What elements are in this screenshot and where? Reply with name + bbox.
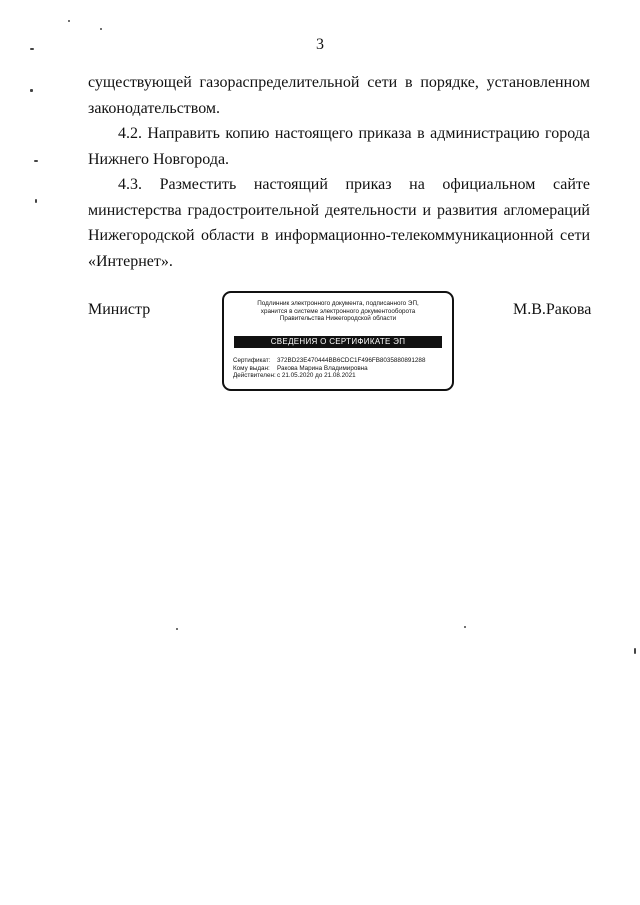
scan-speck: [100, 28, 102, 30]
issued-to-value: Ракова Марина Владимировна: [277, 364, 368, 372]
electronic-signature-stamp: [222, 291, 454, 391]
stamp-banner: СВЕДЕНИЯ О СЕРТИФИКАТЕ ЭП: [234, 336, 442, 348]
paragraph-4-3: 4.3. Разместить настоящий приказ на официальном сайте министерства градостроительной деятельности и развития агломераций Нижегородской области в информационно-телекоммуникационной сети «Интернет».: [88, 176, 590, 270]
certificate-value: 372BD23E470444BB6CDC1F496FB8035880891288: [277, 357, 426, 364]
paragraph-continuation: существующей газораспределительной сети в порядке, установленном законодательством.: [88, 74, 590, 117]
stamp-header-line: Подлинник электронного документа, подписанного ЭП,: [257, 300, 419, 307]
certificate-row: [233, 357, 446, 365]
stamp-details: [233, 357, 446, 380]
scan-speck: [30, 89, 33, 92]
stamp-header-line: Правительства Нижегородской области: [279, 315, 397, 323]
scan-speck: [464, 626, 466, 628]
page-number: 3: [316, 36, 324, 53]
scan-speck: [30, 48, 34, 50]
certificate-label: Сертификат:: [233, 357, 271, 364]
scan-speck: [68, 20, 70, 22]
scan-speck: [634, 648, 636, 654]
stamp-header: [230, 300, 446, 323]
signer-title: Министр: [88, 301, 151, 318]
scan-speck: [34, 160, 38, 162]
validity-label: Действителен:: [233, 372, 276, 380]
scan-speck: [35, 199, 37, 203]
signer-name: М.В.Ракова: [513, 301, 592, 318]
issued-to-label: Кому выдан:: [233, 364, 270, 372]
validity-value: с 21.05.2020 до 21.08.2021: [277, 372, 356, 380]
scan-speck: [176, 628, 178, 630]
stamp-header-line: хранится в системе электронного документооборота: [260, 307, 416, 315]
paragraph-4-2: 4.2. Направить копию настоящего приказа в администрацию города Нижнего Новгорода.: [88, 125, 590, 168]
validity-row: [233, 372, 446, 380]
